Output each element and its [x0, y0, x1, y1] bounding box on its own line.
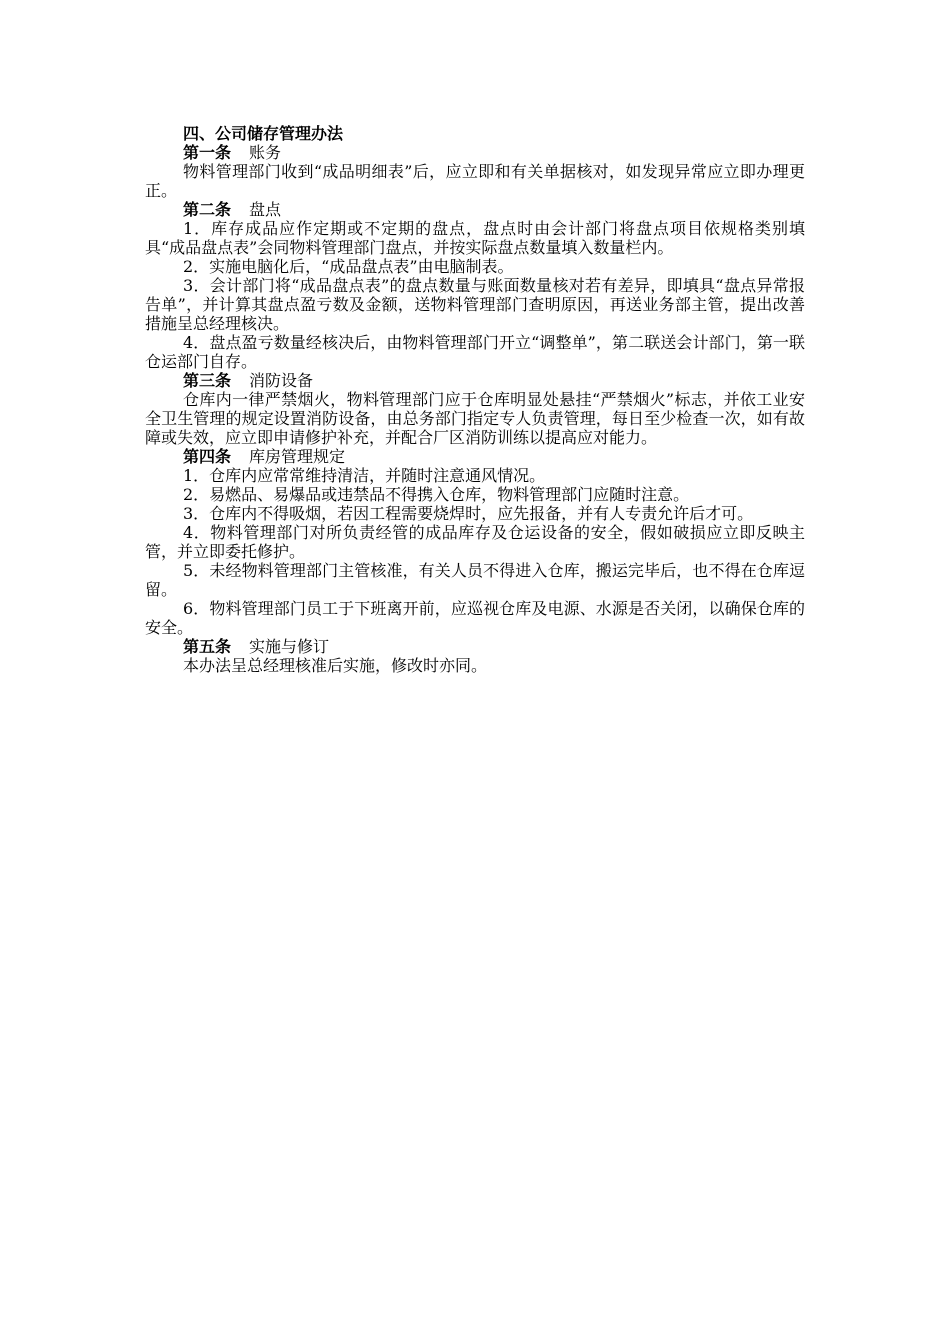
paragraph: 3．会计部门将“成品盘点表”的盘点数量与账面数量核对若有差异，即填具“盘点异常报告单”，并计算其盘点盈亏数及金额，送物料管理部门查明原因，再送业务部主管，提出改善措施呈总经理核决。	[145, 276, 805, 333]
article-2	[145, 200, 805, 371]
article-number: 第五条	[183, 637, 232, 656]
article-title: 消防设备	[249, 371, 314, 390]
paragraph: 5．未经物料管理部门主管核准，有关人员不得进入仓库，搬运完毕后，也不得在仓库逗留。	[145, 561, 805, 599]
article-4	[145, 447, 805, 637]
paragraph: 3．仓库内不得吸烟，若因工程需要烧焊时，应先报备，并有人专责允许后才可。	[183, 504, 754, 523]
article-title: 实施与修订	[249, 637, 330, 656]
article-3	[145, 371, 805, 447]
paragraph: 1．仓库内应常常维持清洁，并随时注意通风情况。	[183, 466, 546, 485]
article-number: 第四条	[183, 447, 232, 466]
article-5	[145, 637, 805, 675]
article-number: 第二条	[183, 200, 232, 219]
article-heading	[145, 447, 805, 466]
paragraph: 1．库存成品应作定期或不定期的盘点，盘点时由会计部门将盘点项目依规格类别填具“成品盘点表”会同物料管理部门盘点，并按实际盘点数量填入数量栏内。	[145, 219, 805, 257]
section-title: 四、公司储存管理办法	[183, 124, 344, 143]
article-title: 盘点	[249, 200, 282, 219]
paragraph: 6．物料管理部门员工于下班离开前，应巡视仓库及电源、水源是否关闭，以确保仓库的安全。	[145, 599, 805, 637]
paragraph: 4．物料管理部门对所负责经管的成品库存及仓运设备的安全，假如破损应立即反映主管，并立即委托修护。	[145, 523, 805, 561]
paragraph: 物料管理部门收到“成品明细表”后，应立即和有关单据核对，如发现异常应立即办理更正。	[145, 162, 805, 200]
paragraph: 本办法呈总经理核准后实施，修改时亦同。	[183, 656, 488, 675]
article-title: 库房管理规定	[249, 447, 346, 466]
document-body	[145, 124, 805, 675]
paragraph: 4．盘点盈亏数量经核决后，由物料管理部门开立“调整单”，第二联送会计部门，第一联仓运部门自存。	[145, 333, 805, 371]
article-number: 第一条	[183, 143, 232, 162]
paragraph: 2．易燃品、易爆品或违禁品不得携入仓库，物料管理部门应随时注意。	[183, 485, 690, 504]
article-heading	[145, 637, 805, 656]
article-number: 第三条	[183, 371, 232, 390]
article-1	[145, 143, 805, 200]
article-heading	[145, 200, 805, 219]
article-title: 账务	[249, 143, 282, 162]
paragraph: 仓库内一律严禁烟火，物料管理部门应于仓库明显处悬挂“严禁烟火”标志，并依工业安全卫生管理的规定设置消防设备，由总务部门指定专人负责管理，每日至少检查一次，如有故障或失效，应立即申请修护补充，并配合厂区消防训练以提高应对能力。	[145, 390, 805, 447]
article-heading	[145, 143, 805, 162]
article-heading	[145, 371, 805, 390]
paragraph: 2．实施电脑化后，“成品盘点表”由电脑制表。	[183, 257, 514, 276]
